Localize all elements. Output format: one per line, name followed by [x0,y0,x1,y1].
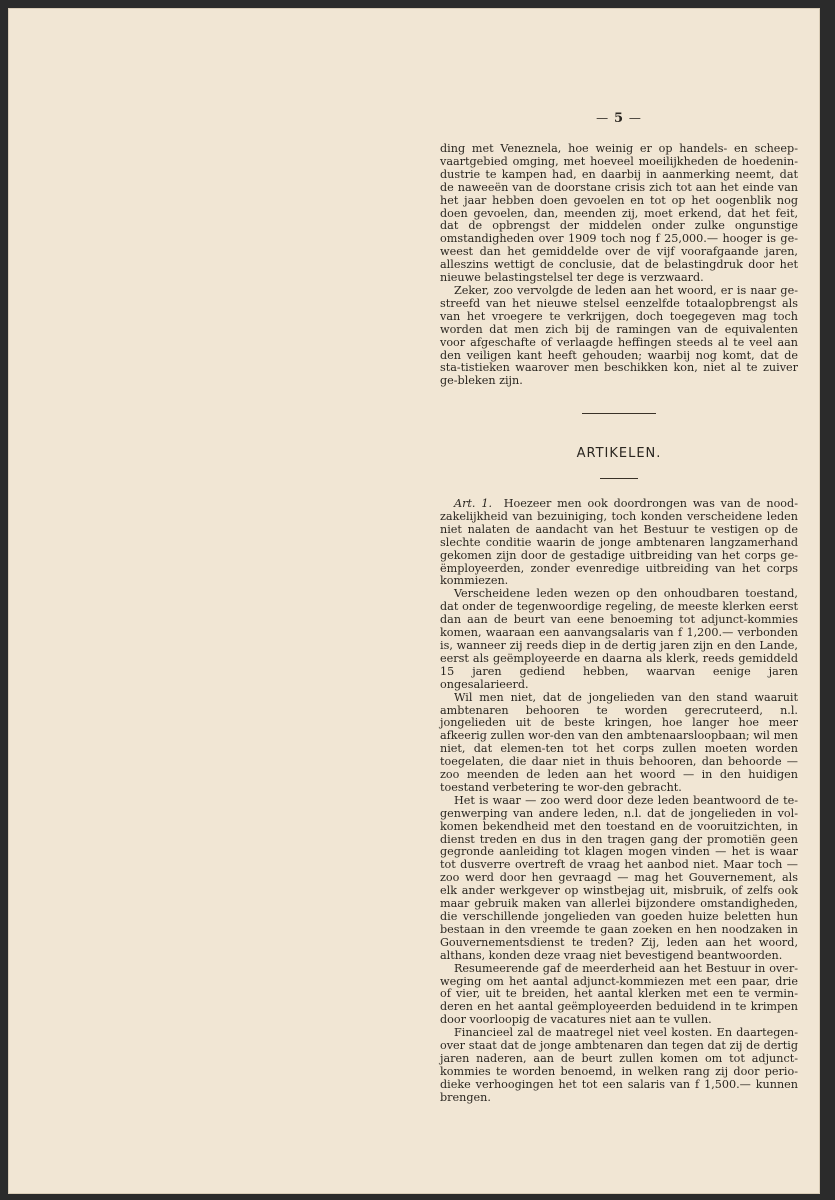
document-page [8,8,820,1194]
intro-paragraph-2: Zeker, zoo vervolgde de leden aan het woord, er is naar ge-streefd van het nieuwe stelsel eenzelfde totaalopbrengst als van het vroegere te verkrijgen, doch toegegeven mag toch worden dat men zich bij de ramingen van de equivalenten voor afgeschafte of verlaagde heffingen steeds al te veel aan den veiligen kant heeft gehouden; waarbij nog komt, dat de sta-tistieken waarover men beschikken kon, niet al te zuiver ge-bleken zijn. [440,283,798,388]
text-column [440,8,798,1194]
page-number-prefix: — [596,111,614,125]
section-heading: ARTIKELEN. [576,446,662,461]
page-number-value: 5 [613,111,625,126]
article-first-paragraph-text: Hoezeer men ook doordrongen was van de nood-zakelijkheid van bezuiniging, toch konden verscheidene leden niet nalaten de aandacht van het Bestuur te vestigen op de slechte conditie waarin de jonge ambtenaren langzamerhand gekomen zijn door de gestadige uitbreiding van het corps ge-ëmployeerden, zonder evenredige uitbreiding van het corps kommiezen. [440,497,798,588]
article-paragraph: Het is waar — zoo werd door deze leden beantwoord de te-genwerping van andere leden, n.l. dat de jongelieden in vol-komen bekendheid met den toestand en de vooruitzichten, in dienst treden en dus in den tragen gang der promotiën geen gegronde aanleiding tot klagen mogen vinden — het is waar tot dusverre overtreft de vraag het aanbod niet. Maar toch — zoo werd door hen gevraagd — mag het Gouvernement, als elk ander werkgever op winstbejag uit, misbruik, of zelfs ook maar gebruik maken van allerlei bijzondere omstandigheden, die verschillende jongelieden van goeden huize beletten hun bestaan in den vreemde te gaan zoeken en hen noodzaken in Gouvernementsdienst te treden? Zij, leden aan het woord, althans, konden deze vraag niet bevestigend beantwoorden. [440,793,798,962]
article-section [440,498,798,1105]
page-number [440,111,798,126]
article-paragraph: Financieel zal de maatregel niet veel kosten. En daartegen-over staat dat de jonge ambtenaren dan tegen dat zij de dertig jaren naderen, aan de beurt zullen komen om tot adjunct-kommies te worden benoemd, in welken rang zij door perio-dieke verhoogingen het tot een salaris van f 1,500.— kunnen brengen. [440,1026,798,1104]
article-first-paragraph [440,498,798,588]
section-divider-bottom [600,478,638,479]
article-paragraph: Resumeerende gaf de meerderheid aan het Bestuur in over-weging om het aantal adjunct-kommiezen met een paar, drie of vier, uit te breiden, het aantal klerken met een te vermin-deren en het aantal geëmployeerden beduidend in te krimpen door voorloopig de vacatures niet aan te vullen. [440,961,798,1027]
page-number-suffix: — [624,111,642,125]
intro-paragraph-1: ding met Veneznela, hoe weinig er op handels- en scheep-vaartgebied omging, met hoeveel moeilijkheden de hoedenin-dustrie te kampen had, en daarbij in aanmerking neemt, dat de naweeën van de doorstane crisis zich tot aan het einde van het jaar hebben doen gevoelen en tot op het oogenblik nog doen gevoelen, dan, meenden zij, moet erkend, dat het feit, dat de opbrengst der middelen onder zulke ongunstige omstandigheden over 1909 toch nog f 25,000.— hooger is ge-weest dan het gemiddelde over de vijf voorafgaande jaren, alleszins wettigt de conclusie, dat de belastingdruk door het nieuwe belastingstelsel ter dege is verzwaard. [440,142,798,285]
article-paragraph: Wil men niet, dat de jongelieden van den stand waaruit ambtenaren behooren te worden gerecruteerd, n.l. jongelieden uit de beste kringen, hoe langer hoe meer afkeerig zullen wor-den van den ambtenaarsloopbaan; wil men niet, dat elemen-ten tot het corps zullen moeten worden toegelaten, die daar niet in thuis behooren, dan behoorde — zoo meenden de leden aan het woord — in den huidigen toestand verbetering te wor-den gebracht. [440,690,798,794]
article-label: Art. 1. [454,497,493,510]
article-paragraph: Verscheidene leden wezen op den onhoudbaren toestand, dat onder de tegenwoordige regeling, de meeste klerken eerst dan aan de beurt van eene benoeming tot adjunct-kommies komen, waaraan een aanvangsalaris van f 1,200.— verbonden is, wanneer zij reeds diep in de dertig jaren zijn en den Lande, eerst als geëmployeerde en daarna als klerk, reeds gemiddeld 15 jaren gediend hebben, waarvan eenige jaren ongesalarieerd. [440,587,798,691]
section-divider-top [582,413,656,414]
intro-section [440,143,798,388]
